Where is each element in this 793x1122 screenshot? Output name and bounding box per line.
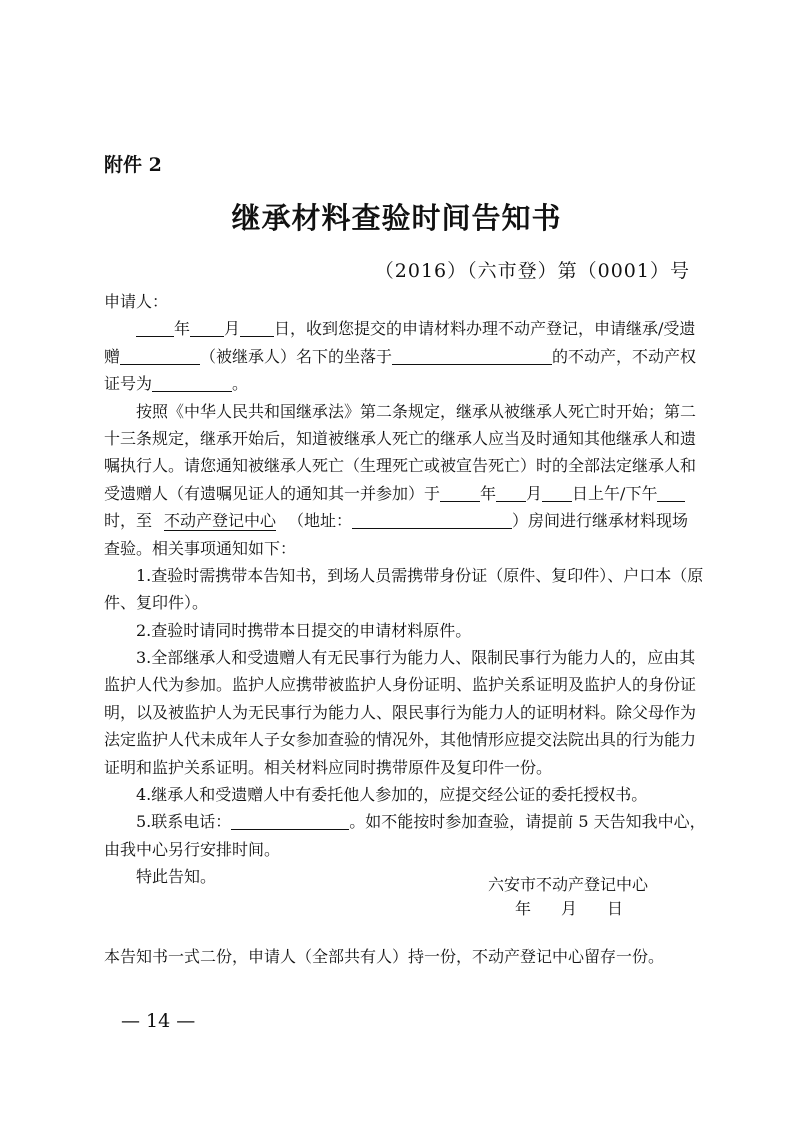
- hour-blank: [657, 483, 685, 502]
- text: 年: [515, 899, 532, 918]
- footer-note: 本告知书一式二份，申请人（全部共有人）持一份，不动产登记中心留存一份。: [104, 947, 665, 966]
- item-3-cont: 监护人代为参加。监护人应携带被监护人身份证明、监护关系证明及监护人的身份证: [104, 675, 697, 695]
- text: （被继承人）名下的坐落于: [200, 346, 393, 366]
- text: 赠: [104, 346, 121, 366]
- salutation: 申请人：: [104, 292, 169, 311]
- venue-line: [104, 507, 692, 534]
- text: 受遗赠人（有遗嘱见证人的通知其一并参加）于: [104, 483, 441, 503]
- text: 日: [607, 899, 624, 918]
- text: （地址：: [288, 511, 353, 531]
- text: 。如不能按时参加查验，请提前 5 天告知我中心，: [349, 812, 706, 832]
- schedule-line: [104, 480, 692, 507]
- text: 时，至: [104, 511, 153, 531]
- month-blank: [190, 318, 224, 337]
- text: 5.联系电话：: [136, 812, 232, 832]
- phone-blank: [231, 811, 349, 830]
- notice-body: [104, 288, 706, 891]
- item-3: 3.全部继承人和受遗赠人有无民事行为能力人、限制民事行为能力人的，应由其: [136, 648, 696, 668]
- paragraph-line: 按照《中华人民共和国继承法》第二条规定，继承从被继承人死亡时开始；第二: [136, 401, 697, 421]
- item-1: 1.查验时需携带本告知书，到场人员需携带身份证（原件、复印件）、户口本（原: [136, 565, 704, 585]
- text: 证号为: [104, 374, 153, 394]
- decedent-blank: [120, 346, 200, 365]
- text: 。: [232, 374, 249, 394]
- paragraph-line: 嘱执行人。请您通知被继承人死亡（生理死亡或被宣告死亡）时的全部法定继承人和: [104, 456, 697, 476]
- venue-name: 不动产登记中心: [164, 511, 277, 531]
- item-4: 4.继承人和受遗赠人中有委托他人参加的，应提交经公证的委托授权书。: [136, 785, 648, 805]
- text: 年: [480, 483, 497, 503]
- item-3-cont: 法定监护人代未成年人子女参加查验的情况外，其他情形应提交法院出具的行为能力: [104, 730, 697, 750]
- text: 日，收到您提交的申请材料办理不动产登记，申请继承/受遗: [274, 319, 696, 339]
- year-blank: [440, 483, 480, 502]
- item-2: 2.查验时请同时携带本日提交的申请材料原件。: [136, 620, 472, 640]
- text: 的不动产，不动产权: [552, 346, 697, 366]
- text: 月: [224, 319, 241, 339]
- document-title: 继承材料查验时间告知书: [231, 201, 562, 235]
- month-blank: [496, 483, 526, 502]
- receipt-line: [104, 315, 696, 342]
- certificate-blank: [152, 373, 232, 392]
- decedent-line: [104, 343, 697, 370]
- item-3-cont: 证明和监护关系证明。相关材料应同时携带原件及复印件一份。: [104, 757, 553, 777]
- item-3-cont: 明，以及被监护人为无民事行为能力人、限民事行为能力人的证明材料。除父母作为: [104, 702, 697, 722]
- document-number: （2016）（六市登）第（0001）号: [374, 260, 690, 282]
- text: 年: [174, 319, 191, 339]
- day-blank: [240, 318, 274, 337]
- paragraph-line: 查验。相关事项通知如下：: [104, 538, 297, 558]
- text: 日上午/下午: [572, 483, 658, 503]
- address-blank: [352, 510, 512, 529]
- location-blank: [392, 346, 552, 365]
- text: 月: [561, 899, 578, 918]
- signature-date: [515, 896, 623, 919]
- item-5: [104, 808, 706, 835]
- day-blank: [542, 483, 572, 502]
- closing: 特此告知。: [136, 867, 217, 887]
- item-5-cont: 由我中心另行安排时间。: [104, 839, 281, 859]
- year-blank: [136, 318, 174, 337]
- issuing-organization: 六安市不动产登记中心: [488, 875, 649, 894]
- text: ）房间进行继承材料现场: [512, 511, 689, 531]
- attachment-label: 附件 2: [104, 154, 162, 176]
- paragraph-line: 十三条规定，继承开始后，知道被继承人死亡的继承人应当及时通知其他继承人和遗: [104, 428, 697, 448]
- page-number: — 14 —: [121, 1010, 196, 1032]
- certificate-line: [104, 370, 692, 397]
- text: 月: [526, 483, 543, 503]
- item-1-cont: 件、复印件）。: [104, 593, 209, 613]
